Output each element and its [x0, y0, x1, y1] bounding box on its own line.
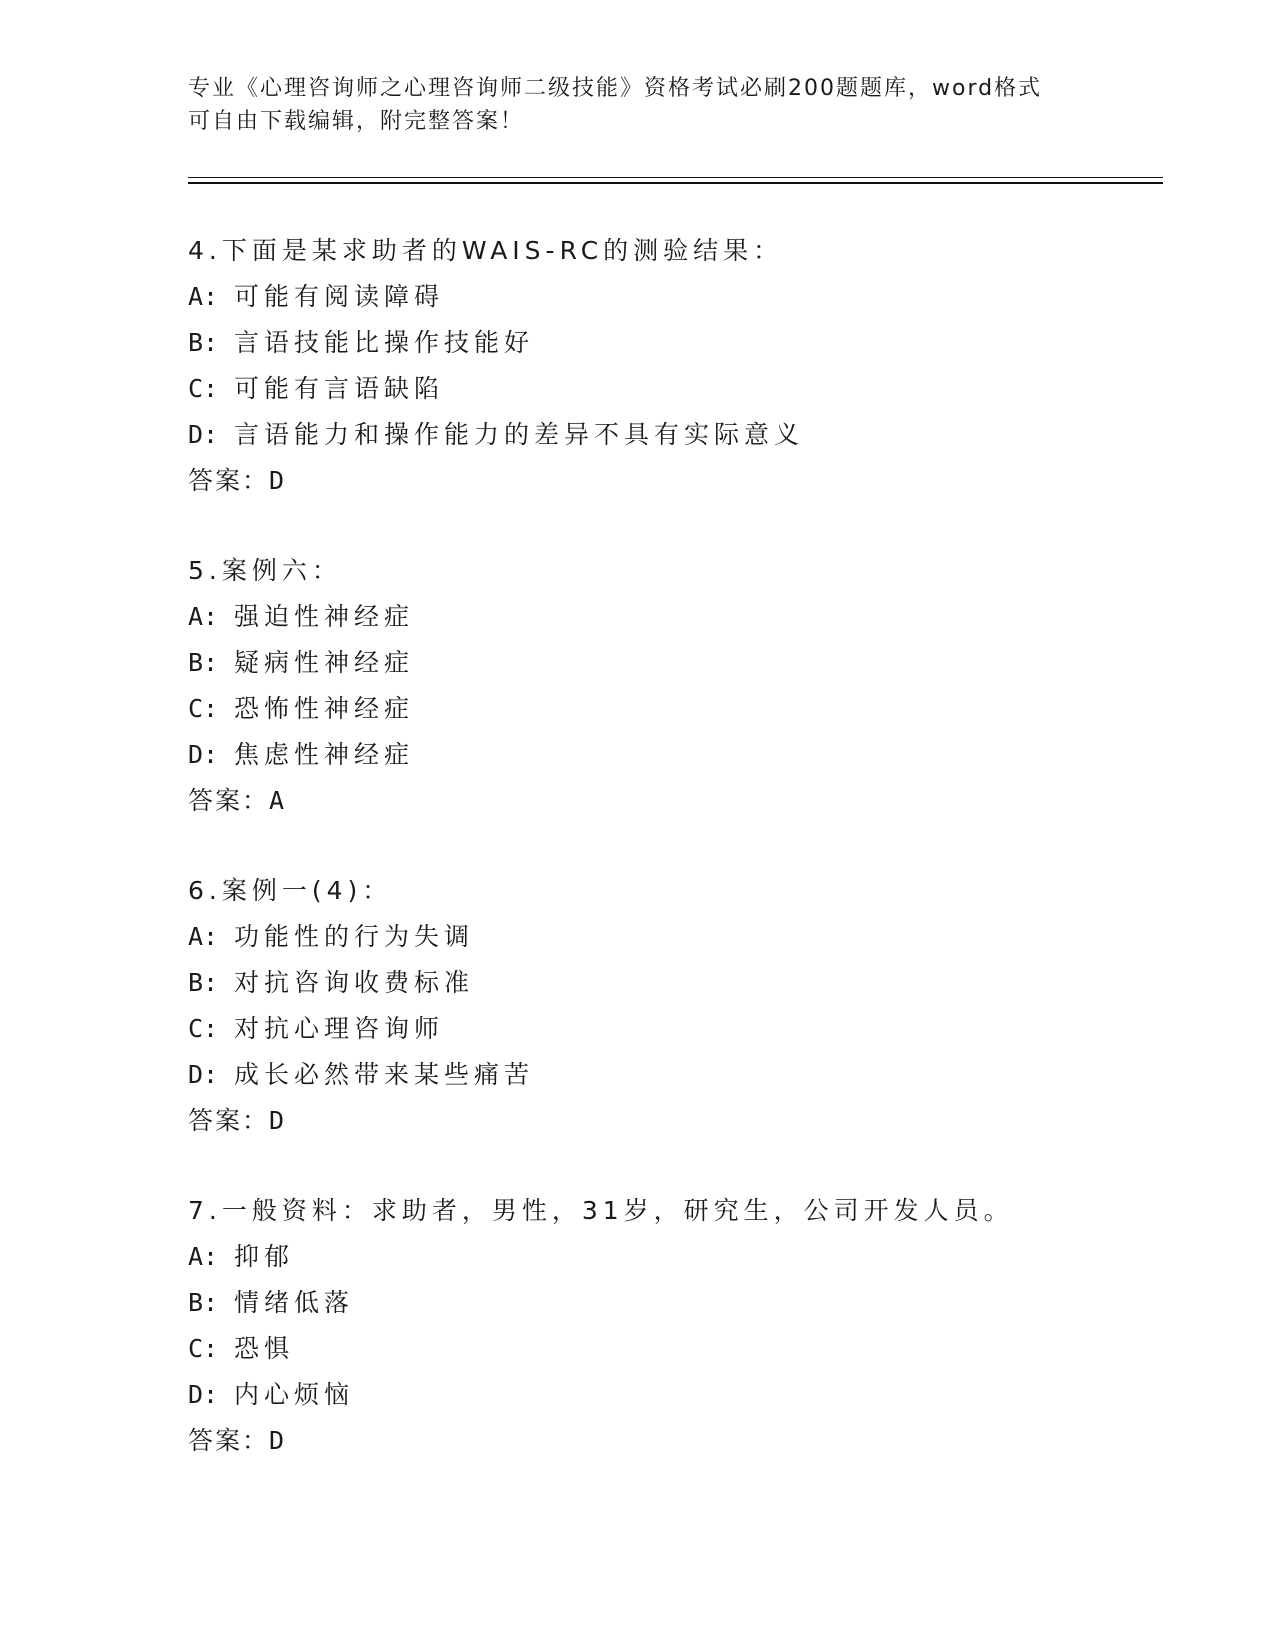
option-d — [188, 1372, 1138, 1418]
answer-line — [188, 458, 1138, 504]
option-letter: C: — [188, 1014, 219, 1043]
option-text: 言语能力和操作能力的差异不具有实际意义 — [234, 420, 805, 449]
answer-label: 答案： — [188, 1106, 270, 1135]
option-letter: B: — [188, 328, 219, 357]
question-stem: 7.一般资料：求助者，男性，31岁，研究生，公司开发人员。 — [188, 1196, 1014, 1225]
option-letter: B: — [188, 648, 219, 677]
option-d — [188, 732, 1138, 778]
option-text: 恐怖性神经症 — [234, 694, 415, 723]
option-c — [188, 1006, 1138, 1052]
option-a — [188, 1234, 1138, 1280]
header-title-line-1: 专业《心理咨询师之心理咨询师二级技能》资格考试必刷200题题库，word格式 — [188, 76, 1043, 101]
option-text: 内心烦恼 — [234, 1380, 355, 1409]
option-c — [188, 366, 1138, 412]
option-b — [188, 640, 1138, 686]
answer-key: D — [269, 466, 285, 495]
option-text: 强迫性神经症 — [234, 602, 415, 631]
option-text: 疑病性神经症 — [234, 648, 415, 677]
option-letter: A: — [188, 602, 219, 631]
option-letter: D: — [188, 1380, 219, 1409]
header-title-line-2: 可自由下载编辑，附完整答案！ — [188, 109, 525, 134]
option-text: 焦虑性神经症 — [234, 740, 415, 769]
answer-line — [188, 1098, 1138, 1144]
option-d — [188, 412, 1138, 458]
option-text: 可能有阅读障碍 — [234, 282, 445, 311]
option-letter: A: — [188, 922, 219, 951]
option-b — [188, 1280, 1138, 1326]
option-letter: C: — [188, 374, 219, 403]
option-c — [188, 686, 1138, 732]
question-7 — [188, 1188, 1138, 1464]
option-text: 功能性的行为失调 — [234, 922, 475, 951]
option-text: 可能有言语缺陷 — [234, 374, 445, 403]
option-text: 成长必然带来某些痛苦 — [234, 1060, 535, 1089]
question-5 — [188, 548, 1138, 824]
option-letter: C: — [188, 694, 219, 723]
option-text: 言语技能比操作技能好 — [234, 328, 535, 357]
question-stem: 6.案例一(4)： — [188, 876, 393, 905]
question-stem: 4.下面是某求助者的WAIS-RC的测验结果： — [188, 236, 784, 265]
option-text: 对抗心理咨询师 — [234, 1014, 445, 1043]
option-b — [188, 960, 1138, 1006]
question-6 — [188, 868, 1138, 1144]
option-c — [188, 1326, 1138, 1372]
option-b — [188, 320, 1138, 366]
question-4 — [188, 228, 1138, 504]
header-divider-thick — [188, 182, 1163, 184]
answer-label: 答案： — [188, 1426, 270, 1455]
option-text: 情绪低落 — [234, 1288, 355, 1317]
option-text: 抑郁 — [234, 1242, 295, 1271]
option-letter: A: — [188, 282, 219, 311]
answer-line — [188, 1418, 1138, 1464]
option-d — [188, 1052, 1138, 1098]
answer-key: D — [269, 1426, 285, 1455]
answer-key: A — [269, 786, 285, 815]
option-letter: D: — [188, 420, 219, 449]
option-a — [188, 274, 1138, 320]
answer-line — [188, 778, 1138, 824]
answer-label: 答案： — [188, 786, 270, 815]
document-header — [188, 72, 1088, 138]
option-letter: A: — [188, 1242, 219, 1271]
option-a — [188, 914, 1138, 960]
header-divider-thin — [188, 177, 1163, 178]
option-text: 恐惧 — [234, 1334, 295, 1363]
answer-label: 答案： — [188, 466, 270, 495]
option-letter: D: — [188, 740, 219, 769]
option-a — [188, 594, 1138, 640]
option-letter: C: — [188, 1334, 219, 1363]
option-letter: D: — [188, 1060, 219, 1089]
question-stem: 5.案例六： — [188, 556, 342, 585]
option-letter: B: — [188, 968, 219, 997]
option-text: 对抗咨询收费标准 — [234, 968, 475, 997]
option-letter: B: — [188, 1288, 219, 1317]
answer-key: D — [269, 1106, 285, 1135]
